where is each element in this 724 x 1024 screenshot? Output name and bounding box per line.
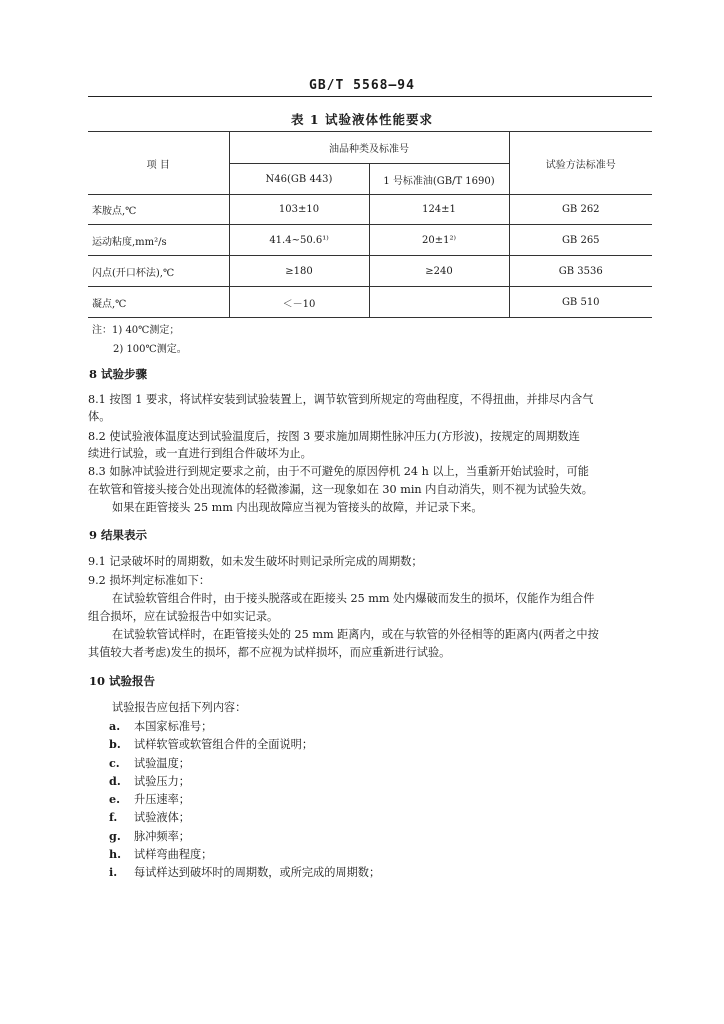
standard-number: GB/T 5568—94 xyxy=(309,78,415,93)
table-note-2: 2) 100℃测定。 xyxy=(113,344,187,355)
list-item: g. 脉冲频率； xyxy=(109,828,190,843)
list-item: b. 试样软管或软管组合件的全面说明； xyxy=(109,737,314,752)
table-note-1: 注：1) 40℃测定； xyxy=(92,325,180,336)
col-header-std-oil: 1 号标准油(GB/T 1690) xyxy=(369,164,509,195)
para-8-1-line1: 8.1 按图 1 要求，将试样安装到试验装置上，调节软管到所规定的弯曲程度，不得扭曲，并排尽内含气 xyxy=(88,393,594,406)
para-9-2: 9.2 损坏判定标准如下： xyxy=(88,574,211,587)
table-row: 运动粘度,mm²/s 41.4~50.6¹⁾ 20±1²⁾ GB 265 xyxy=(88,225,652,256)
section-8-heading: 8 试验步骤 xyxy=(89,367,148,381)
para-9-2-a-line2: 组合损坏，应在试验报告中如实记录。 xyxy=(88,610,279,623)
table-row: 闪点(开口杯法),℃ ≥180 ≥240 GB 3536 xyxy=(88,256,652,287)
para-9-2-b-line1: 在试验软管试样时，在距管接头处的 25 mm 距离内，或在与软管的外径相等的距离内(两者之中按 xyxy=(112,628,599,641)
section-10-heading: 10 试验报告 xyxy=(89,674,156,688)
list-item: d. 试验压力； xyxy=(109,773,190,788)
list-item: c. 试验温度； xyxy=(109,755,190,770)
list-item: f. 试验液体； xyxy=(109,810,190,825)
list-item: a. 本国家标准号； xyxy=(109,719,213,733)
col-header-oil-group: 油品种类及标准号 xyxy=(229,132,509,164)
para-8-3-line3: 如果在距管接头 25 mm 内出现故障应当视为管接头的故障，并记录下来。 xyxy=(112,501,483,514)
list-item: e. 升压速率； xyxy=(109,792,190,807)
para-9-1: 9.1 记录破坏时的周期数，如未发生破坏时则记录所完成的周期数； xyxy=(88,555,423,568)
list-item: h. 试样弯曲程度； xyxy=(109,847,213,862)
section-9-heading: 9 结果表示 xyxy=(89,528,148,542)
table-row: 凝点,℃ ＜－10 GB 510 xyxy=(88,287,652,318)
header-rule xyxy=(88,96,652,97)
para-8-3-line1: 8.3 如脉冲试验进行到规定要求之前，由于不可避免的原因停机 24 h 以上，当重新开始试验时，可能 xyxy=(88,465,589,478)
table-title: 表 1 试验液体性能要求 xyxy=(291,112,433,127)
report-intro: 试验报告应包括下列内容： xyxy=(112,701,247,714)
table-row: 苯胺点,℃ 103±10 124±1 GB 262 xyxy=(88,195,652,225)
col-header-method: 试验方法标准号 xyxy=(509,132,652,195)
para-8-1-line2: 体。 xyxy=(88,410,111,423)
para-9-2-b-line2: 其值较大者考虑)发生的损坏，都不应视为试样损坏，而应重新进行试验。 xyxy=(88,646,451,659)
report-items-list xyxy=(109,718,380,883)
para-8-2-line2: 续进行试验，或一直进行到组合件破坏为止。 xyxy=(88,447,312,460)
para-9-2-a-line1: 在试验软管组合件时，由于接头脱落或在距接头 25 mm 处内爆破而发生的损坏，仅能作为组合件 xyxy=(112,592,595,605)
list-item: i. 每试样达到破坏时的周期数，或所完成的周期数； xyxy=(109,865,381,880)
performance-table xyxy=(88,131,652,318)
para-8-2-line1: 8.2 使试验液体温度达到试验温度后，按图 3 要求施加周期性脉冲压力(方形波)，按规定的周期数连 xyxy=(88,430,580,443)
para-8-3-line2: 在软管和管接头接合处出现流体的轻微渗漏，这一现象如在 30 min 内自动消失，则不视为试验失效。 xyxy=(88,483,593,496)
col-header-n46: N46(GB 443) xyxy=(229,164,369,195)
col-header-item: 项 目 xyxy=(88,132,229,195)
